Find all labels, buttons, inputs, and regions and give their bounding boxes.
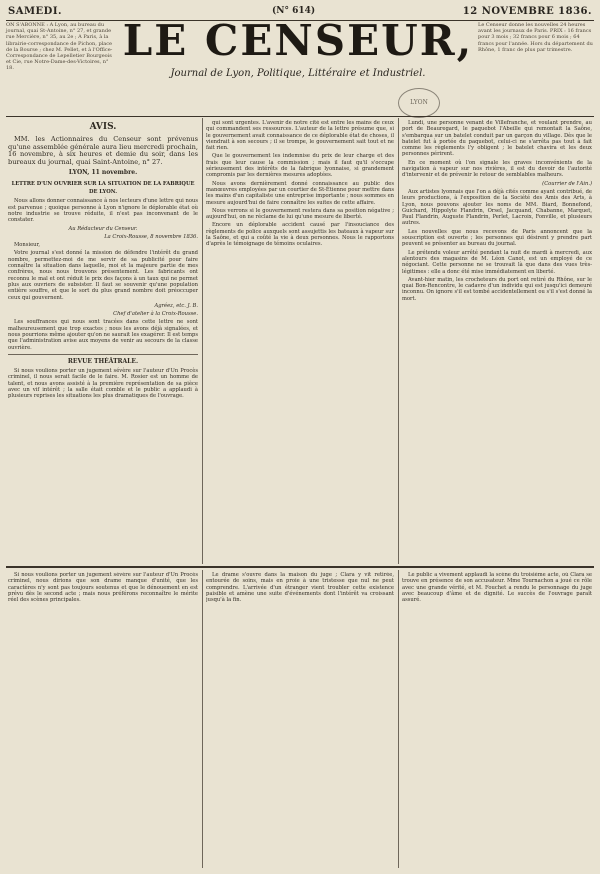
library-stamp: LYON bbox=[398, 88, 440, 118]
feuilleton-text: Le drame s'ouvre dans la maison du juge ; Clara y vit retirée, entourée de soins, mais en proie à une tristesse que nul ne peut comprendre. L'arrivée d'un étranger vient troubler cette existence paisible et amène une suite d'événements dont l'intérêt va croissant jusqu'à la fin. bbox=[206, 572, 394, 604]
column-divider bbox=[398, 570, 399, 868]
article-paragraph: Que le gouvernement les indemnise du prix de leur charge et des frais que leur cause la commission ; mais il faut qu'il s'occupe sérieusement des intérêts de la fabrique lyonnaise, si grandement compromis par les dernières mesures adoptées. bbox=[206, 153, 394, 179]
avis-heading: AVIS. bbox=[89, 122, 117, 132]
revue-heading: REVUE THÉÂTRALE. bbox=[67, 357, 139, 365]
column-divider bbox=[202, 118, 203, 564]
masthead-title: LE CENSEUR, bbox=[122, 16, 474, 65]
letter-body: Votre journal s'est donné la mission de défendre l'intérêt du grand nombre, permettez-moi de me servir de sa publicité pour faire connaître la situation dans laquelle, moi et la majeure partie de mes confrères, nous nous trouvons présentement. Les fabricants ont reconnu le mal et ont réduit le prix des façons à un taux qui ne permet plus aux ouvriers de subsister. Il faut se souvenir qu'une population entière souffre, et que le sort du plus grand nombre doit préoccuper ceux qui gouvernent. bbox=[8, 250, 198, 301]
revue-text: Si nous voulions porter un jugement sévère sur l'auteur d'Un Procès criminel, il nous serait facile de le faire. M. Rosier est un homme de talent, et nous avons assisté à la première représentation de sa pièce avec un vif intérêt ; la salle était comble et le public a applaudi à plusieurs reprises les situations les plus dramatiques de l'ouvrage. bbox=[8, 367, 198, 400]
feuilleton-column-1 bbox=[8, 572, 198, 868]
column-divider bbox=[398, 118, 399, 564]
article-paragraph: qui sont urgentes. L'avenir de notre cité est entre les mains de ceux qui commandent ses ressources. L'auteur de la lettre présume que, si le gouvernement avait connaissance de ce déplorable état de choses, il viendrait à son secours ; il se trompe, le gouvernement sait tout et ne fait rien. bbox=[206, 120, 394, 152]
letter-signature: Agréez, etc. J. B. bbox=[154, 302, 198, 309]
letter-addressee: Au Rédacteur du Censeur. bbox=[68, 225, 138, 232]
column-2 bbox=[206, 120, 394, 564]
feuilleton-column-3 bbox=[402, 572, 592, 868]
letter-signature-role: Chef d'atelier à la Croix-Rousse. bbox=[113, 311, 198, 318]
article-paragraph: Les nouvelles que nous recevons de Paris annoncent que la souscription est ouverte ; les personnes qui désirent y prendre part peuvent se présenter au bureau du journal. bbox=[402, 228, 592, 248]
article-attribution: (Courrier de l'Ain.) bbox=[542, 180, 592, 187]
feuilleton-text: Le public a vivement applaudi la scène du troisième acte, où Clara se trouve en présence de son accusateur. Mme Tournachon a joué ce rôle avec une grande vérité, et M. Fouchet a rendu le personnage du juge avec beaucoup d'âme et de dignité. Le succès de l'ouvrage paraît assuré. bbox=[402, 572, 592, 604]
article-paragraph: Aux artistes lyonnais que l'on a déjà cités comme ayant contribué, de leurs productions, à l'exposition de la Société des Amis des Arts, à Lyon, nous pouvons ajouter les noms de MM. Biard, Bonnefond, Guichard, Hippolyte Flandrin, Orsel, Jacquand, Chabanne, Marquet, Paul Flandrin, Auguste Flandrin, Perlet, Lacroix, Fonville, et plusieurs autres. bbox=[402, 188, 592, 227]
letter-salutation: Monsieur, bbox=[14, 242, 41, 249]
article-paragraph: Nous avons dernièrement donné connaissance au public des manœuvres employées par un courtier de St-Étienne pour mettre dans les mains d'un capitaliste une entreprise importante ; nous sommes en mesure aujourd'hui de faire connaître les suites de cette affaire. bbox=[206, 180, 394, 206]
feuilleton-text: Si nous voulions porter un jugement sévère sur l'auteur d'Un Procès criminel, nous dirions que son drame manque d'unité, que les caractères n'y sont pas toujours soutenus et que le dénouement en est prévu dès le second acte ; mais nous préférons reconnaître le mérite réel des scènes principales. bbox=[8, 572, 198, 604]
issue-day: SAMEDI. bbox=[8, 6, 63, 17]
letter-heading: LETTRE D'UN OUVRIER SUR LA SITUATION DE LA FABRIQUE DE LYON. bbox=[11, 181, 195, 196]
letter-intro: Nous allons donner connaissance à nos lecteurs d'une lettre qui nous est parvenue ; quoique personne à Lyon n'ignore le déplorable état où notre industrie se trouve réduite, il n'est pas inconvenant de le constater. bbox=[8, 198, 198, 224]
subscription-box: ON S'ABONNE : A Lyon, au bureau du journal, quai St-Antoine, n° 27, et grande rue Mercière, n° 35, au 2e ; A Paris, à la librairie-correspondance de Pichon, place de la Bourse ; chez M. Pellet, et à l'Office-Correspondance de Lepelletier Bourgeois et Cie, rue Notre-Dame-des-Victoires, n° 18. bbox=[6, 22, 113, 72]
article-paragraph: Encore un déplorable accident causé par l'insouciance des règlements de police auxquels sont assujettis les bateaux à vapeur sur la Saône, et qui a coûté la vie à deux personnes. Nous le rapportons d'après le témoignage de témoins oculaires. bbox=[206, 222, 394, 248]
article-paragraph: Le prétendu voleur arrêté pendant la nuit de mardi à mercredi, aux alentours des magasins de M. Léon Canot, est un employé de ce négociant. Cette personne ne se trouvait là que dans des vues très-légitimes : elle a donc été mise immédiatement en liberté. bbox=[402, 249, 592, 275]
issue-number: (N° 614) bbox=[272, 6, 316, 16]
masthead-rule bbox=[6, 116, 594, 117]
article-paragraph: Nous verrons si le gouvernement restera dans sa position négative ; aujourd'hui, on ne réclame de lui qu'une mesure de liberté. bbox=[206, 207, 394, 221]
feuilleton-rule bbox=[6, 566, 594, 568]
column-divider bbox=[202, 570, 203, 868]
section-rule bbox=[8, 354, 198, 355]
article-paragraph: Lundi, une personne venant de Villefranche, et voulant prendre, au port de Beauregard, le paquebot l'Abeille qui remontait la Saône, s'embarqua sur un batelet conduit par un garçon du village. Dès que le batelet fut à portée du paquebot, celui-ci ne s'arrêta pas tout à fait comme les règlements l'y obligent ; le batelet chavira et les deux personnes périrent. bbox=[402, 120, 592, 158]
column-1 bbox=[8, 120, 198, 564]
column-3 bbox=[402, 120, 592, 564]
article-paragraph: Les souffrances qui nous sont tracées dans cette lettre ne sont malheureusement que trop exactes ; nous les avons déjà signalées, et nous pourrions même ajouter qu'on ne saurait les exagérer. Il est temps que l'administration avise aux moyens de venir au secours de la classe ouvrière. bbox=[8, 319, 198, 351]
price-box: Le Censeur donne les nouvelles 24 heures avant les journaux de Paris. PRIX : 16 francs pour 3 mois ; 32 francs pour 6 mois ; 64 francs pour l'année. Hors du département du Rhône, 1 franc de plus par trimestre. bbox=[478, 22, 593, 53]
article-paragraph: Avant-hier matin, les crocheteurs du port ont retiré du Rhône, sur le quai Bon-Rencontre, le cadavre d'un individu qui est jusqu'ici demeuré inconnu. On ignore s'il est tombé accidentellement ou s'il s'est donné la mort. bbox=[402, 276, 592, 302]
article-paragraph: En ce moment où l'on signale les graves inconvénients de la navigation à vapeur sur nos rivières, il est du devoir de l'autorité d'intervenir et de prévenir le retour de semblables malheurs. bbox=[402, 159, 592, 179]
masthead-subtitle: Journal de Lyon, Politique, Littéraire et Industriel. bbox=[170, 68, 426, 79]
lyon-dateline: LYON, 11 novembre. bbox=[68, 169, 138, 177]
letter-place: La Croix-Rousse, 8 novembre 1836. bbox=[104, 233, 198, 240]
issue-date: 12 NOVEMBRE 1836. bbox=[462, 6, 592, 17]
feuilleton-column-2 bbox=[206, 572, 394, 868]
avis-text: MM. les Actionnaires du Censeur sont prévenus qu'une assemblée générale aura lieu mercredi prochain, 16 novembre, à six heures et demie du soir, dans les bureaux du journal, quai Saint-Antoine, n° 27. bbox=[8, 135, 198, 166]
